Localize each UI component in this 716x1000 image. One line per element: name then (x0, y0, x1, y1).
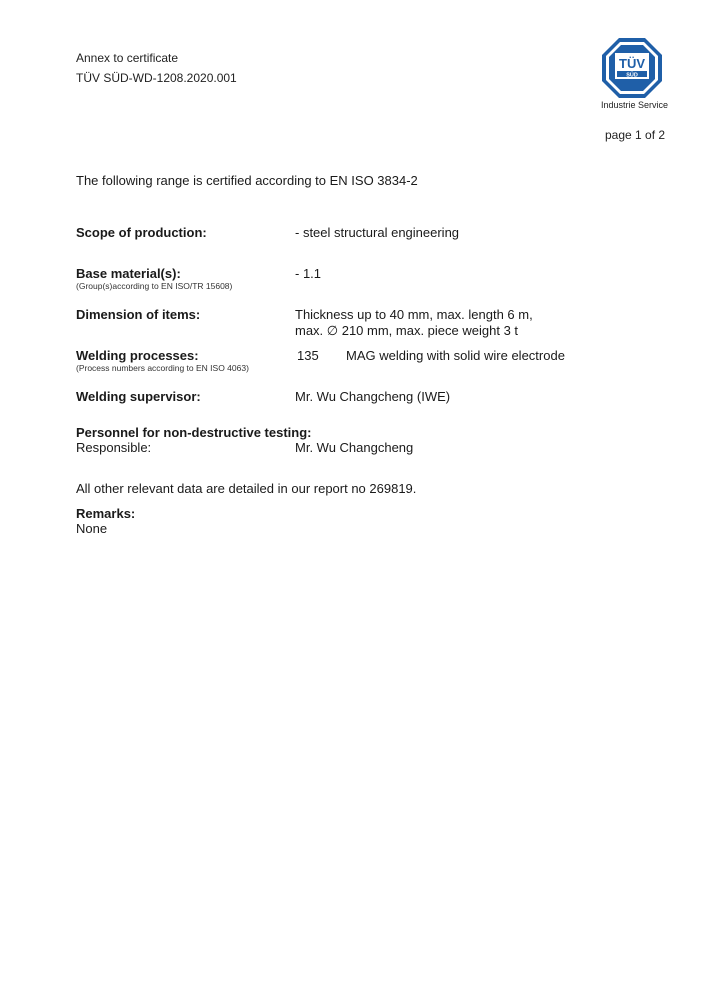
base-material-label: Base material(s): (76, 266, 181, 281)
page-number: page 1 of 2 (605, 128, 666, 142)
scope-label: Scope of production: (76, 225, 207, 240)
welding-supervisor-value: Mr. Wu Changcheng (IWE) (295, 389, 451, 404)
welding-process-description: MAG welding with solid wire electrode (346, 348, 565, 363)
scope-value: - steel structural engineering (295, 225, 460, 240)
dimension-label: Dimension of items: (76, 307, 201, 322)
remarks-label: Remarks: (76, 506, 136, 521)
tuv-sud-logo (600, 36, 664, 100)
logo-caption: Industrie Service (601, 100, 669, 110)
base-material-sublabel: (Group(s)according to EN ISO/TR 15608) (76, 281, 233, 291)
welding-process-number: 135 (297, 348, 319, 363)
logo-text-top: TÜV (619, 56, 645, 71)
base-material-value: - 1.1 (295, 266, 322, 281)
ndt-responsible-label: Responsible: (76, 440, 152, 455)
logo-text-bottom: SÜD (626, 72, 638, 79)
dimension-value-line1: Thickness up to 40 mm, max. length 6 m, (295, 307, 533, 322)
ndt-personnel-label: Personnel for non-destructive testing: (76, 425, 312, 440)
welding-processes-sublabel: (Process numbers according to EN ISO 4063) (76, 363, 249, 373)
remarks-value: None (76, 521, 108, 536)
report-note: All other relevant data are detailed in our report no 269819. (76, 481, 417, 496)
intro-text: The following range is certified according to EN ISO 3834-2 (76, 173, 418, 188)
annex-title: Annex to certificate (76, 51, 179, 65)
welding-processes-label: Welding processes: (76, 348, 199, 363)
welding-supervisor-label: Welding supervisor: (76, 389, 201, 404)
ndt-responsible-value: Mr. Wu Changcheng (295, 440, 414, 455)
dimension-value-line2: max. ∅ 210 mm, max. piece weight 3 t (295, 323, 519, 338)
certificate-number: TÜV SÜD-WD-1208.2020.001 (76, 71, 237, 85)
